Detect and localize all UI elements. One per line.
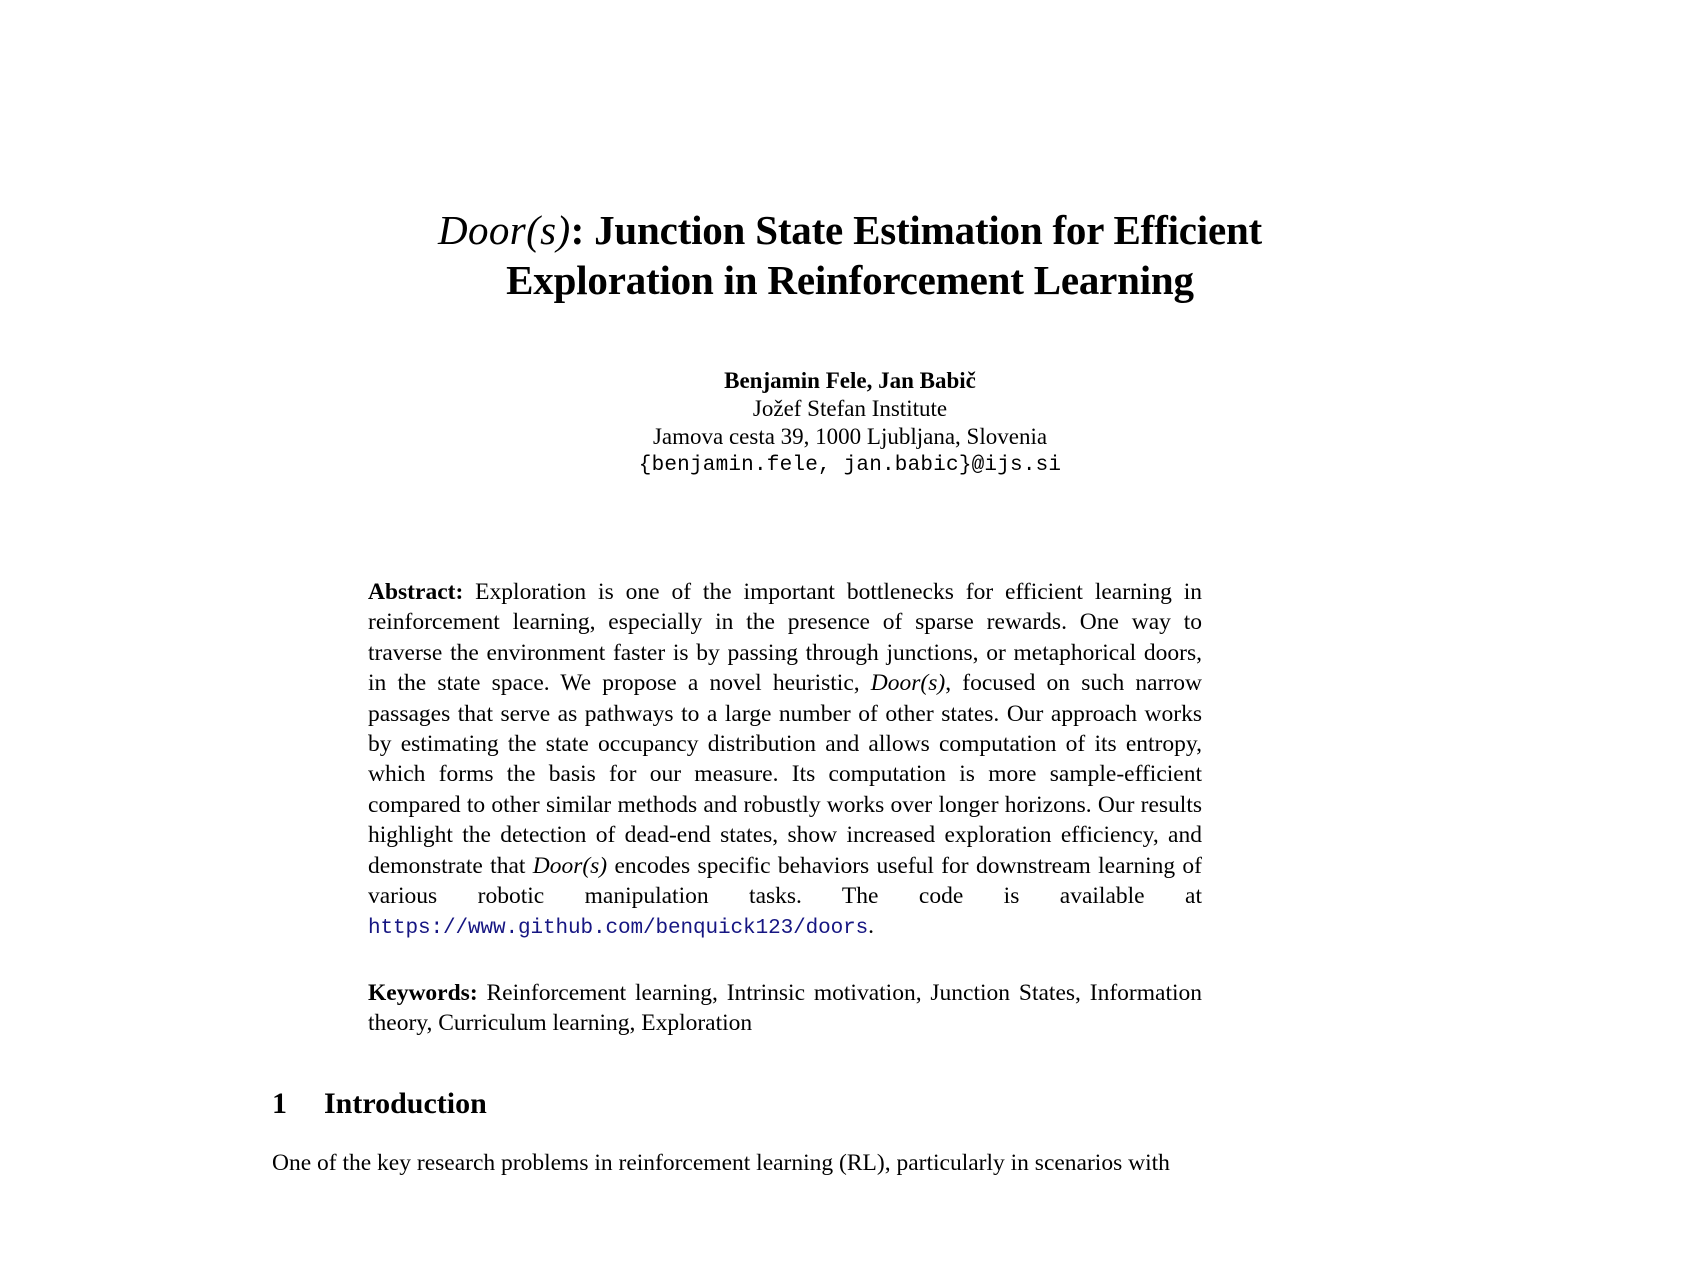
abstract-text-2: , focused on such narrow passages that serve as pathways to a large number of other states. Our approach works by estimating the state occupancy distribution and allows computation of its entropy, which forms the basis for our measure. Its computation is more sample-efficient compared to other similar methods and robustly works over longer horizons. Our results highlight the detection of dead-end states, show increased exploration efficiency, and demonstrate that xyxy=(368,670,1202,879)
address: Jamova cesta 39, 1000 Ljubljana, Slovenia xyxy=(652,424,1048,449)
keywords-text: Reinforcement learning, Intrinsic motivation, Junction States, Information theory, Curriculum learning, Exploration xyxy=(368,980,1202,1037)
abstract-math-door-1: Door(s) xyxy=(870,670,946,697)
affiliation: Jožef Stefan Institute xyxy=(752,396,948,421)
code-repository-link[interactable]: https://www.github.com/benquick123/doors xyxy=(368,917,869,941)
abstract-text-1: Exploration is one of the important bottlenecks for efficient learning in reinforcement learning, especially in the presence of sparse rewards. One way to traverse the environment faster is by passing through junctions, or metaphorical doors, in the state space. We propose a novel heuristic, xyxy=(368,579,1202,697)
title-line-1-text: : Junction State Estimation for Efficient xyxy=(570,207,1263,253)
title-math-door: Door(s) xyxy=(437,207,571,253)
section-number: 1 xyxy=(272,1087,287,1120)
title-line-1 xyxy=(300,205,1400,255)
abstract-math-door-2: Door(s) xyxy=(532,852,608,879)
abstract-block xyxy=(368,577,1202,945)
abstract-label: Abstract: xyxy=(368,579,464,605)
author-emails: {benjamin.fele, jan.babic}@ijs.si xyxy=(638,454,1062,477)
author-names: Benjamin Fele, Jan Babič xyxy=(724,368,976,393)
author-block xyxy=(300,366,1400,480)
page-title xyxy=(300,205,1400,305)
abstract-text-3: encodes specific behaviors useful for downstream learning of various robotic manipulation tasks. The code is available at xyxy=(368,852,1202,910)
section-heading-introduction xyxy=(272,1086,1272,1122)
section-title: Introduction xyxy=(324,1087,487,1120)
keywords-block xyxy=(368,978,1202,1039)
title-line-2: Exploration in Reinforcement Learning xyxy=(506,257,1194,303)
introduction-paragraph: One of the key research problems in reinforcement learning (RL), particularly in scenarios with xyxy=(272,1150,1170,1176)
keywords-label: Keywords: xyxy=(368,980,478,1006)
abstract-text-4: . xyxy=(868,913,874,940)
